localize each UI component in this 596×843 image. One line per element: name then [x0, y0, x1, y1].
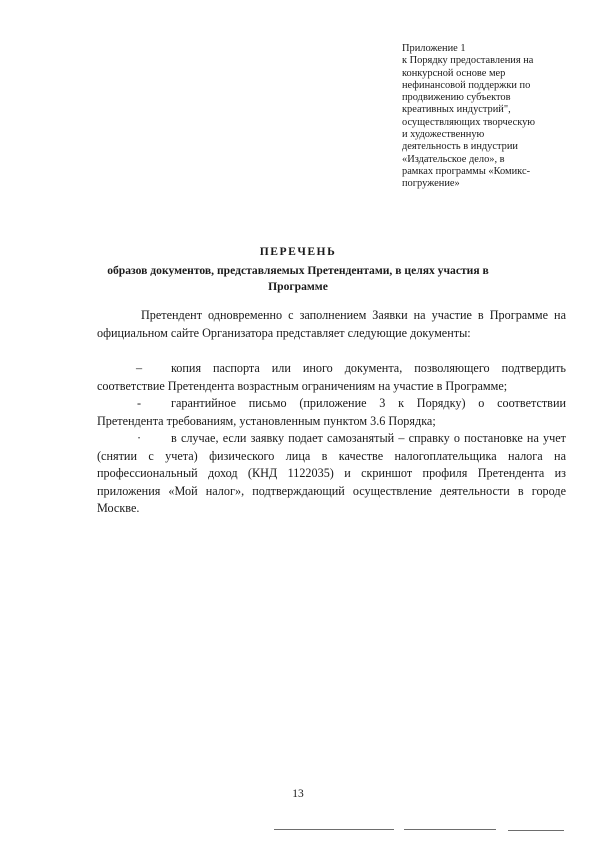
list-item	[97, 395, 566, 430]
appendix-line: осуществляющих творческую	[402, 116, 536, 128]
list-item-text: гарантийное письмо (приложение 3 к Порядку) о соответствии Претендента требованиям, установленным пунктом 3.6 Порядка;	[97, 396, 566, 428]
list-item-text: копия паспорта или иного документа, позволяющего подтвердить соответствие Претендента возрастным ограничениям на участие в Программе;	[97, 361, 566, 393]
page-number: 13	[292, 788, 304, 800]
appendix-line: «Издательское дело», в	[402, 153, 505, 165]
appendix-line: и художественную	[402, 129, 485, 141]
scan-artifact-line	[274, 829, 394, 830]
appendix-line: деятельность в индустрии	[402, 141, 518, 153]
appendix-header	[402, 43, 577, 191]
appendix-line: Приложение 1	[402, 43, 466, 54]
list-item	[97, 360, 566, 395]
list-item	[97, 430, 566, 518]
appendix-line: к Порядку предоставления на	[402, 55, 534, 67]
intro-paragraph: Претендент одновременно с заполнением Заявки на участие в Программе на официальном сайте Организатора представляет следующие документы:	[97, 308, 566, 340]
scan-artifact-line	[404, 829, 496, 830]
list-bullet: ·	[136, 431, 142, 445]
appendix-line: конкурсной основе мер	[402, 67, 506, 79]
appendix-line: нефинансовой поддержки по	[402, 79, 531, 91]
list-item-text: в случае, если заявку подает самозанятый – справку о постановке на учет (снятии с учета) физического лица в качестве налогоплательщика налога на профессиональный доход (КНД 1122035) и скриншот профиля Претендента из приложения «Мой налог», подтверждающий осуществление деятельности в городе Москве.	[97, 431, 566, 516]
document-subtitle-line-1: образов документов, представляемых Претендентами, в целях участия в	[107, 264, 489, 277]
list-bullet: -	[136, 396, 142, 410]
list-bullet: –	[135, 361, 143, 375]
appendix-line: креативных индустрий",	[402, 104, 511, 116]
appendix-line: рамках программы «Комикс-	[402, 165, 531, 177]
document-title: ПЕРЕЧЕНЬ	[259, 245, 337, 258]
scan-artifact-line	[508, 830, 564, 831]
appendix-line: продвижению субъектов	[402, 92, 511, 104]
appendix-line: погружение»	[402, 178, 460, 190]
document-subtitle-line-2: Программе	[268, 280, 328, 293]
